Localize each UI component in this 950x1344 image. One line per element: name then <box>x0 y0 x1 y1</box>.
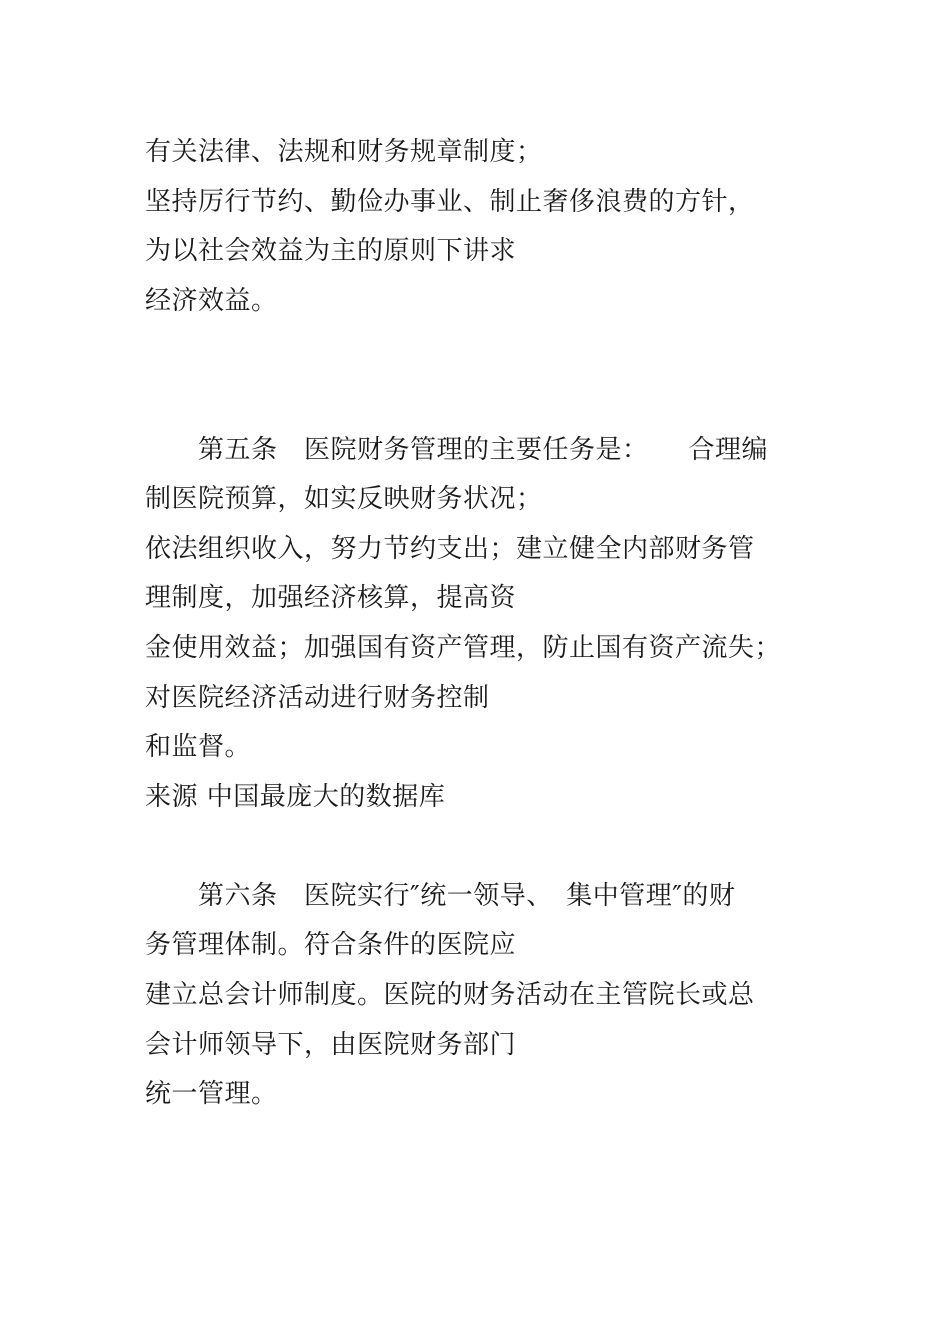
text-line: 建立总会计师制度。医院的财务活动在主管院长或总 <box>145 980 755 1010</box>
text-line: 对医院经济活动进行财务控制 <box>145 683 490 713</box>
text-line: 和监督。 <box>145 732 252 762</box>
text-line: 务管理体制。符合条件的医院应 <box>145 930 517 960</box>
text-line: 制医院预算，如实反映财务状况； <box>145 484 543 514</box>
text-line: 有关法律、法规和财务规章制度； <box>145 137 543 167</box>
text-line: 会计师领导下，由医院财务部门 <box>145 1030 517 1060</box>
text-line: 为以社会效益为主的原则下讲求 <box>145 236 517 266</box>
text-line: 金使用效益；加强国有资产管理，防止国有资产流失； <box>145 633 782 663</box>
source-line: 来源 中国最庞大的数据库 <box>145 782 446 812</box>
text-line: 统一管理。 <box>145 1079 278 1109</box>
text-line: 理制度，加强经济核算，提高资 <box>145 583 517 613</box>
text-line: 第六条 医院实行″统一领导、 集中管理″的财 <box>145 881 736 911</box>
text-line: 坚持厉行节约、勤俭办事业、制止奢侈浪费的方针， <box>145 187 755 217</box>
text-line: 依法组织收入，努力节约支出；建立健全内部财务管 <box>145 534 755 564</box>
text-line: 经济效益。 <box>145 286 278 316</box>
text-line: 第五条 医院财务管理的主要任务是： 合理编 <box>145 435 769 465</box>
